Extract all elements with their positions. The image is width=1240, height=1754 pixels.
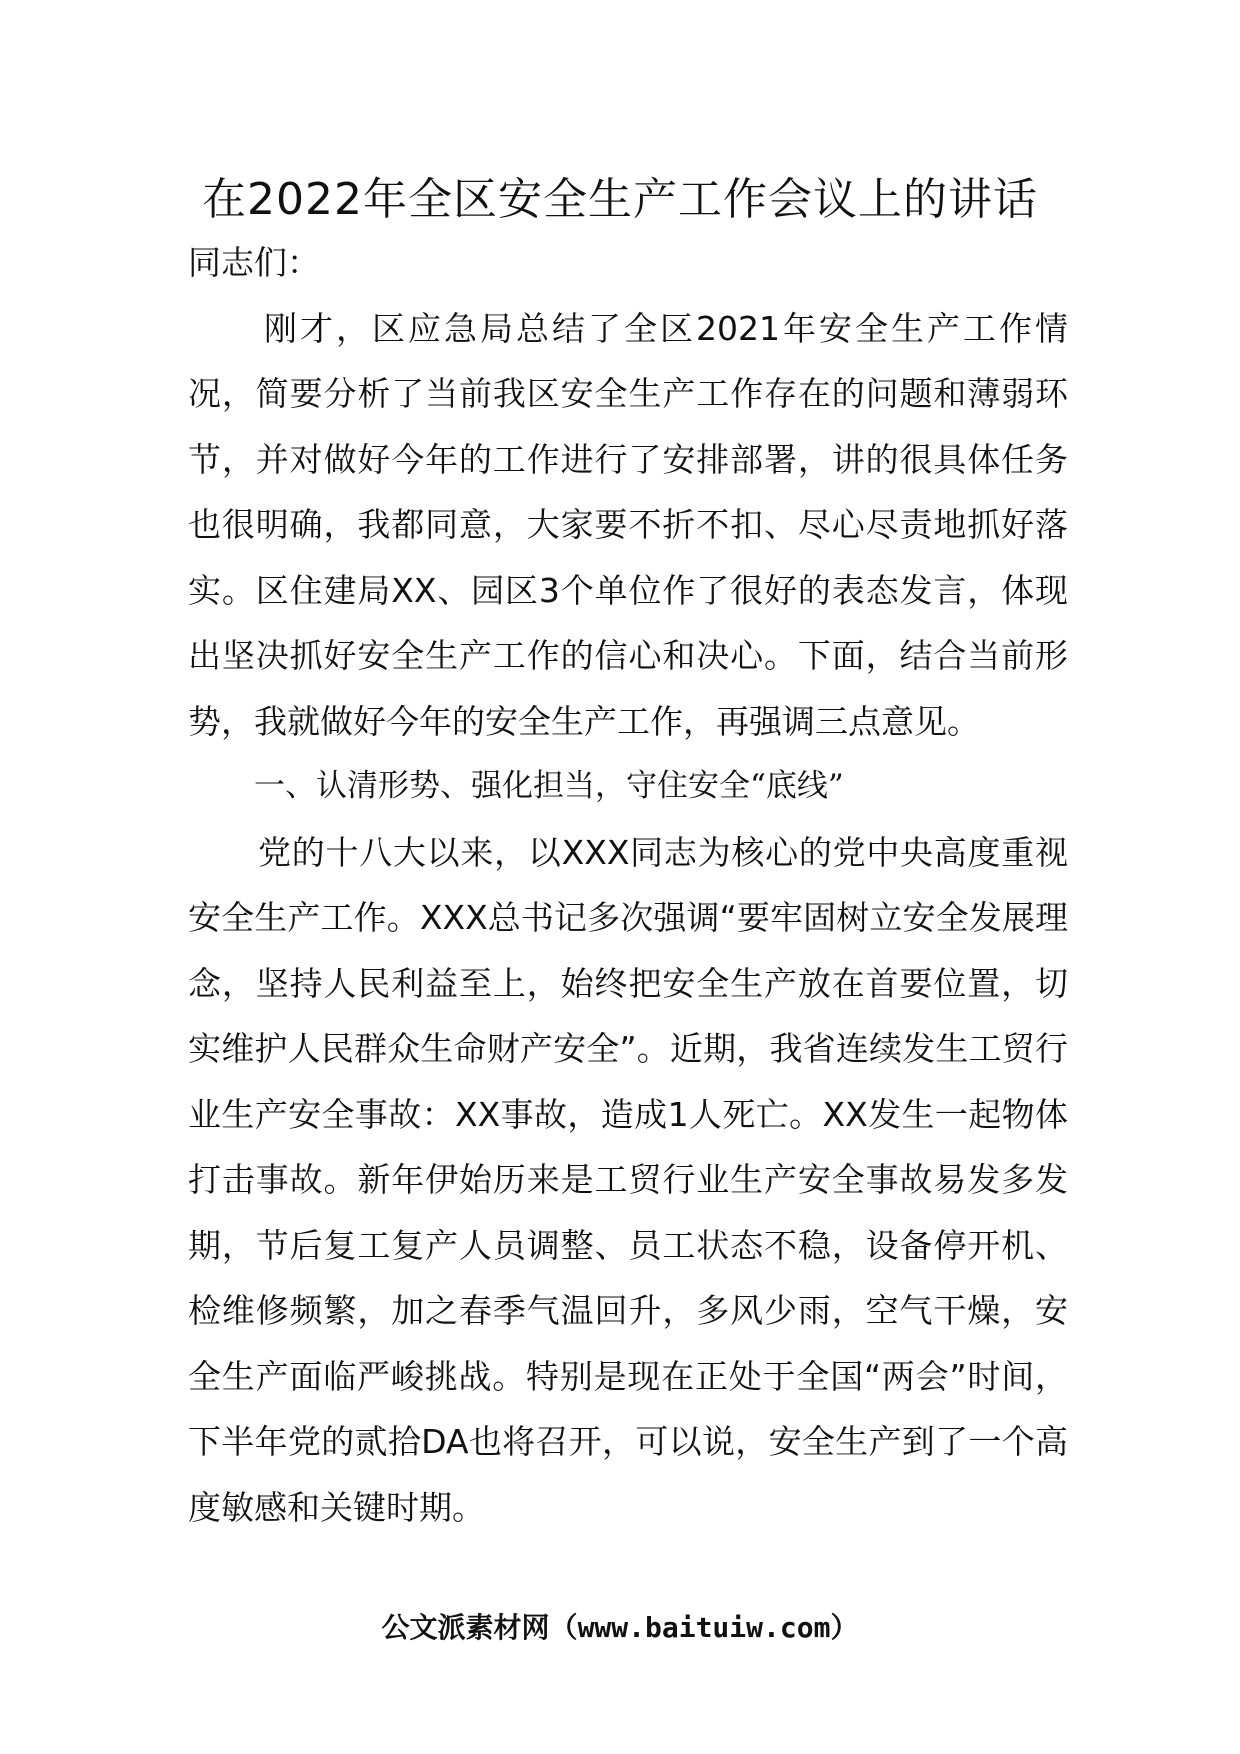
footer-site-name: 公文派素材网 bbox=[381, 1611, 550, 1644]
salutation: 同志们： bbox=[188, 243, 320, 282]
footer-url: www.baituiw.com bbox=[577, 1611, 831, 1644]
paragraph-situation: 党的十八大以来，以XXX同志为核心的党中央高度重视安全生产工作。XXX总书记多次强调“要牢固树立安全发展理念，坚持人民利益至上，始终把安全生产放在首要位置，切实维护人民群众生命财产安全”。近期，我省连续发生工贸行业生产安全事故：XX事故，造成1人死亡。XX发生一起物体打击事故。新年伊始历来是工贸行业生产安全事故易发多发期，节后复工复产人员调整、员工状态不稳，设备停开机、检维修频繁，加之春季气温回升，多风少雨，空气干燥，安全生产面临严峻挑战。特别是现在正处于全国“两会”时间，下半年党的贰拾DA也将召开，可以说，安全生产到了一个高度敏感和关键时期。 bbox=[188, 832, 1068, 1527]
footer-open-paren: （ bbox=[549, 1611, 578, 1644]
document-body bbox=[188, 230, 1068, 1540]
section-heading-1: 一、认清形势、强化担当，守住安全“底线” bbox=[254, 768, 844, 804]
document-title: 在2022年全区安全生产工作会议上的讲话 bbox=[202, 174, 1038, 225]
paragraph-opening: 刚才，区应急局总结了全区2021年安全生产工作情况，简要分析了当前我区安全生产工作存在的问题和薄弱环节，并对做好今年的工作进行了安排部署，讲的很具体任务也很明确，我都同意，大家要不折不扣、尽心尽责地抓好落实。区住建局XX、园区3个单位作了很好的表态发言，体现出坚决抓好安全生产工作的信心和决心。下面，结合当前形势，我就做好今年的安全生产工作，再强调三点意见。 bbox=[188, 308, 1068, 741]
footer-close-paren: ） bbox=[830, 1611, 859, 1644]
footer-watermark bbox=[0, 1608, 1240, 1648]
